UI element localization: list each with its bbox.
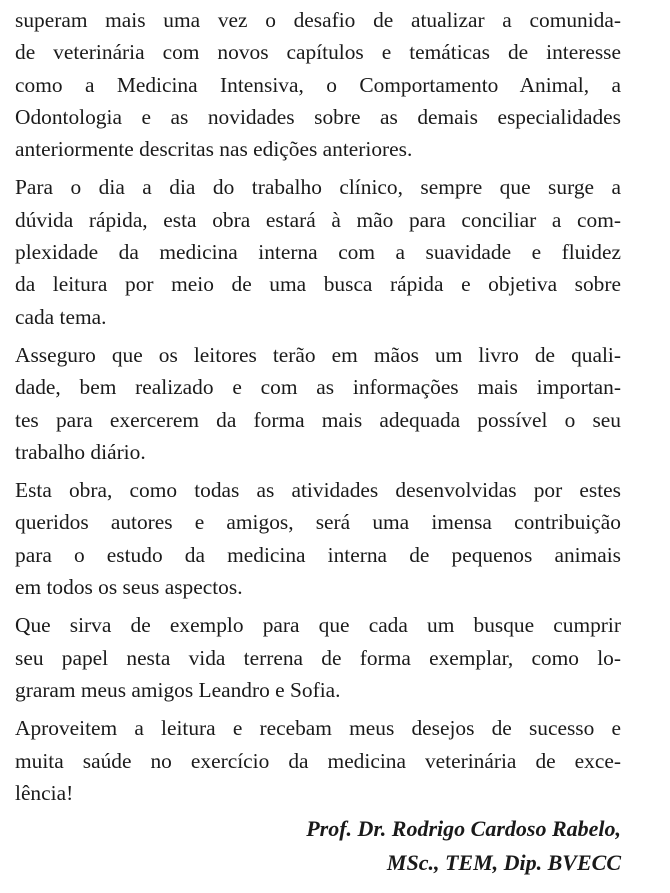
text-line: como a Medicina Intensiva, o Comportamento Animal, a <box>15 72 621 97</box>
paragraph <box>15 171 621 332</box>
text-line: anteriormente descritas nas edições anteriores. <box>15 137 413 162</box>
text-line: em todos os seus aspectos. <box>15 575 243 600</box>
text-line: lência! <box>15 780 74 805</box>
text-line: para o estudo da medicina interna de pequenos animais <box>15 542 621 567</box>
paragraph <box>15 4 621 165</box>
text-line: Asseguro que os leitores terão em mãos um livro de quali- <box>15 342 621 367</box>
paragraph <box>15 609 621 706</box>
text-line: graram meus amigos Leandro e Sofia. <box>15 677 341 702</box>
text-line: de veterinária com novos capítulos e temáticas de interesse <box>15 40 621 65</box>
signature-block <box>306 812 621 880</box>
text-line: Odontologia e as novidades sobre as demais especialidades <box>15 104 621 129</box>
text-line: trabalho diário. <box>15 439 146 464</box>
document-body <box>15 4 621 815</box>
text-line: Para o dia a dia do trabalho clínico, sempre que surge a <box>15 175 621 200</box>
paragraph <box>15 712 621 809</box>
text-line: queridos autores e amigos, será uma imensa contribuição <box>15 510 621 535</box>
paragraph <box>15 474 621 603</box>
text-line: dúvida rápida, esta obra estará à mão para conciliar a com- <box>15 207 621 232</box>
text-line: da leitura por meio de uma busca rápida e objetiva sobre <box>15 272 621 297</box>
text-line: tes para exercerem da forma mais adequada possível o seu <box>15 407 621 432</box>
text-line: cada tema. <box>15 304 107 329</box>
paragraph <box>15 339 621 468</box>
author-name: Prof. Dr. Rodrigo Cardoso Rabelo, <box>306 816 621 841</box>
text-line: muita saúde no exercício da medicina veterinária de exce- <box>15 748 621 773</box>
text-line: superam mais uma vez o desafio de atualizar a comunida- <box>15 8 621 32</box>
author-credentials: MSc., TEM, Dip. BVECC <box>386 850 621 875</box>
text-line: Esta obra, como todas as atividades desenvolvidas por estes <box>15 478 621 503</box>
text-line: Que sirva de exemplo para que cada um busque cumprir <box>15 613 621 638</box>
text-line: dade, bem realizado e com as informações mais importan- <box>15 375 621 400</box>
text-line: Aproveitem a leitura e recebam meus desejos de sucesso e <box>15 716 621 741</box>
text-line: seu papel nesta vida terrena de forma exemplar, como lo- <box>15 645 621 670</box>
text-line: plexidade da medicina interna com a suavidade e fluidez <box>15 240 621 265</box>
